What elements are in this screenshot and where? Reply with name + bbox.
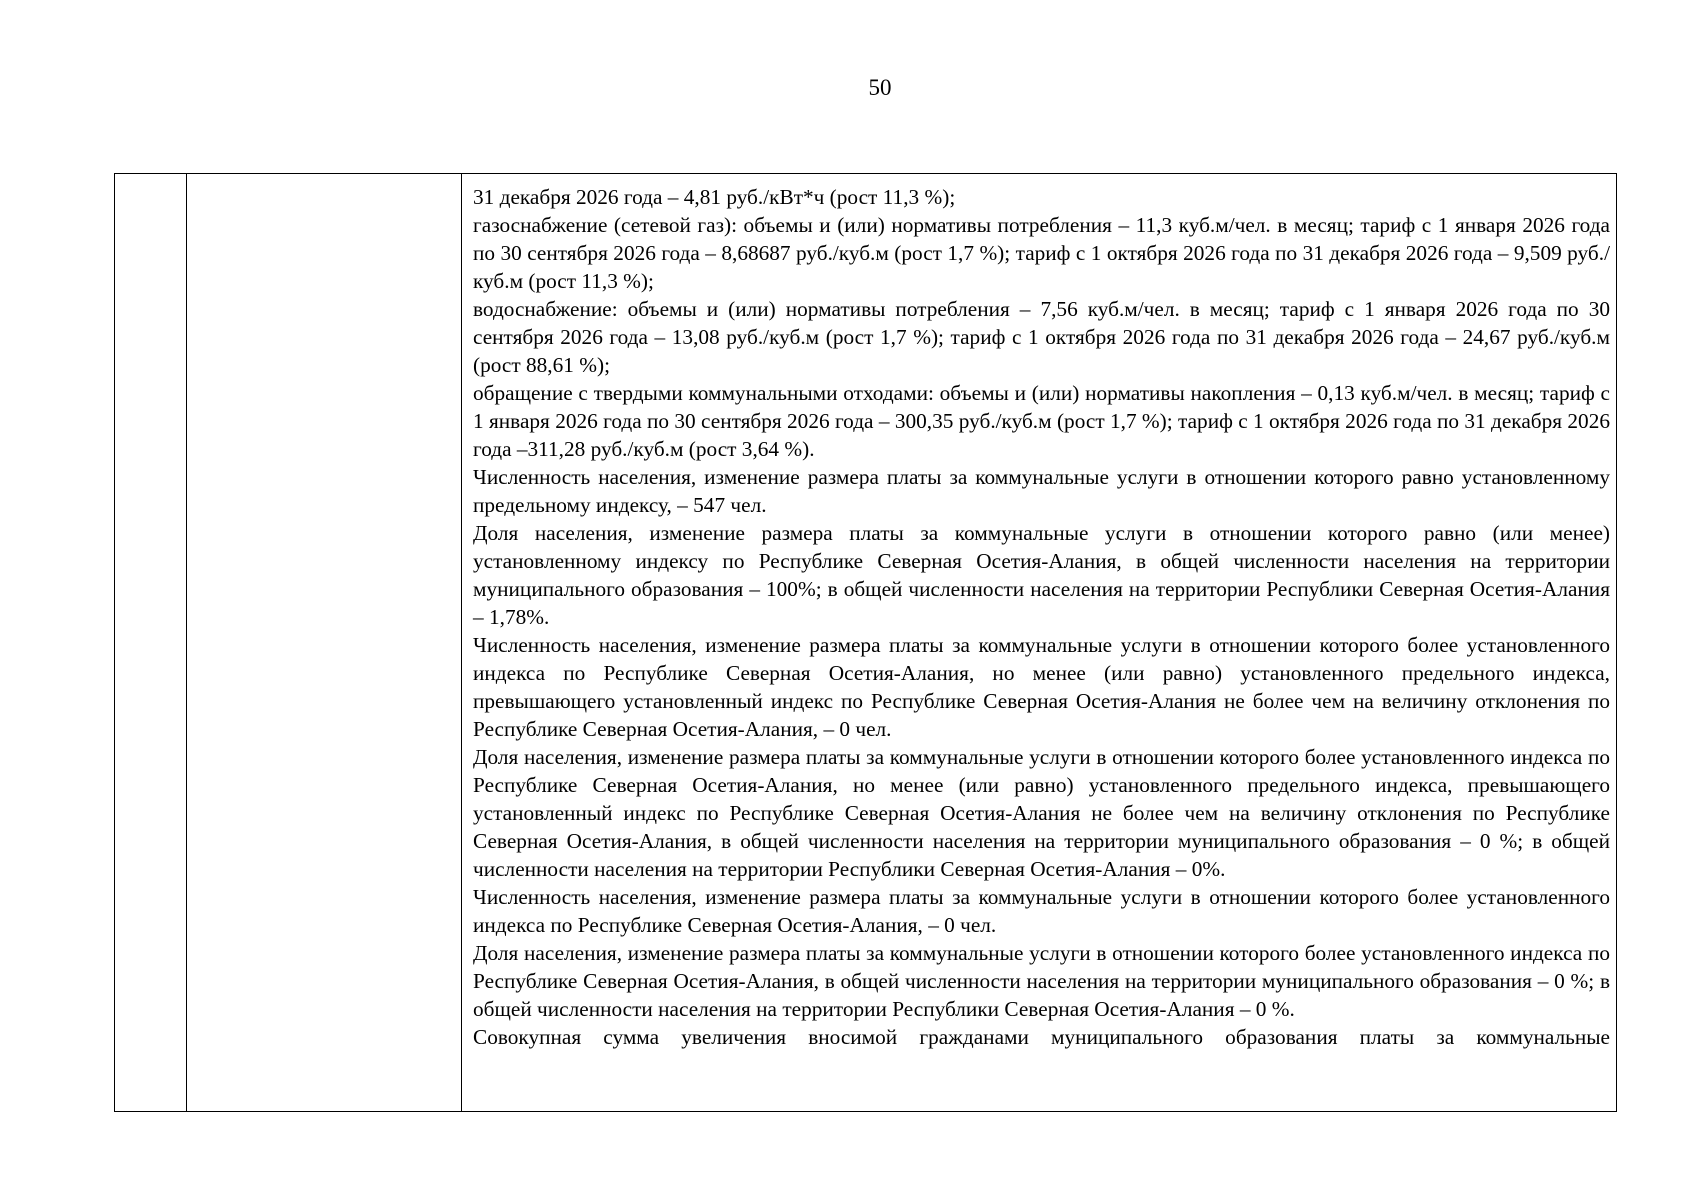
- page-number: 50: [868, 75, 892, 100]
- paragraph-share-between-indices: Доля населения, изменение размера платы за коммунальные услуги в отношении которого более установленного индекса по Республике Северная Осетия-Алания, но менее (или равно) установленного предельного индекса, превышающего установленный индекс по Республике Северная Осетия-Алания не более чем на величину отклонения по Республике Северная Осетия-Алания, в общей численности населения на территории муниципального образования – 0 %; в общей численности населения на территории Республики Северная Осетия-Алания – 0%.: [473, 745, 1610, 881]
- paragraph-share-equal-or-less: Доля населения, изменение размера платы за коммунальные услуги в отношении которого равно (или менее) установленному индексу по Республике Северная Осетия-Алания, в общей численности населения на территории муниципального образования – 100%; в общей численности населения на территории Республики Северная Осетия-Алания – 1,78%.: [473, 521, 1610, 629]
- paragraph-water-supply: водоснабжение: объемы и (или) нормативы потребления – 7,56 куб.м/чел. в месяц; тариф с 1 января 2026 года по 30 сентября 2026 года – 13,08 руб./куб.м (рост 1,7 %); тариф с 1 октября 2026 года по 31 декабря 2026 года – 24,67 руб./куб.м (рост 88,61 %);: [473, 297, 1610, 377]
- paragraph-population-above-index: Численность населения, изменение размера платы за коммунальные услуги в отношении которого более установленного индекса по Республике Северная Осетия-Алания, – 0 чел.: [473, 885, 1610, 937]
- paragraph-total-increase: Совокупная сумма увеличения вносимой гражданами муниципального образования платы за коммунальные: [473, 1025, 1610, 1049]
- content-table: [114, 173, 1617, 1112]
- table-cell-indicator: [187, 174, 462, 1111]
- paragraph-share-above-index: Доля населения, изменение размера платы за коммунальные услуги в отношении которого более установленного индекса по Республике Северная Осетия-Алания, в общей численности населения на территории муниципального образования – 0 %; в общей численности населения на территории Республики Северная Осетия-Алания – 0 %.: [473, 941, 1610, 1021]
- paragraph-gas-supply: газоснабжение (сетевой газ): объемы и (или) нормативы потребления – 11,3 куб.м/чел. в месяц; тариф с 1 января 2026 года по 30 сентября 2026 года – 8,68687 руб./куб.м (рост 1,7 %); тариф с 1 октября 2026 года по 31 декабря 2026 года – 9,509 руб./куб.м (рост 11,3 %);: [473, 213, 1610, 293]
- table-cell-number: [115, 174, 187, 1111]
- paragraph-electricity-tariff-end: 31 декабря 2026 года – 4,81 руб./кВт*ч (рост 11,3 %);: [473, 185, 956, 209]
- paragraph-population-between-indices: Численность населения, изменение размера платы за коммунальные услуги в отношении которого более установленного индекса по Республике Северная Осетия-Алания, но менее (или равно) установленного предельного индекса, превышающего установленный индекс по Республике Северная Осетия-Алания не более чем на величину отклонения по Республике Северная Осетия-Алания, – 0 чел.: [473, 633, 1610, 741]
- paragraph-solid-waste: обращение с твердыми коммунальными отходами: объемы и (или) нормативы накопления – 0,13 куб.м/чел. в месяц; тариф с 1 января 2026 года по 30 сентября 2026 года – 300,35 руб./куб.м (рост 1,7 %); тариф с 1 октября 2026 года по 31 декабря 2026 года –311,28 руб./куб.м (рост 3,64 %).: [473, 381, 1610, 461]
- paragraph-population-equal-limit: Численность населения, изменение размера платы за коммунальные услуги в отношении которого равно установленному предельному индексу, – 547 чел.: [473, 465, 1610, 517]
- table-cell-description: [462, 174, 1616, 1111]
